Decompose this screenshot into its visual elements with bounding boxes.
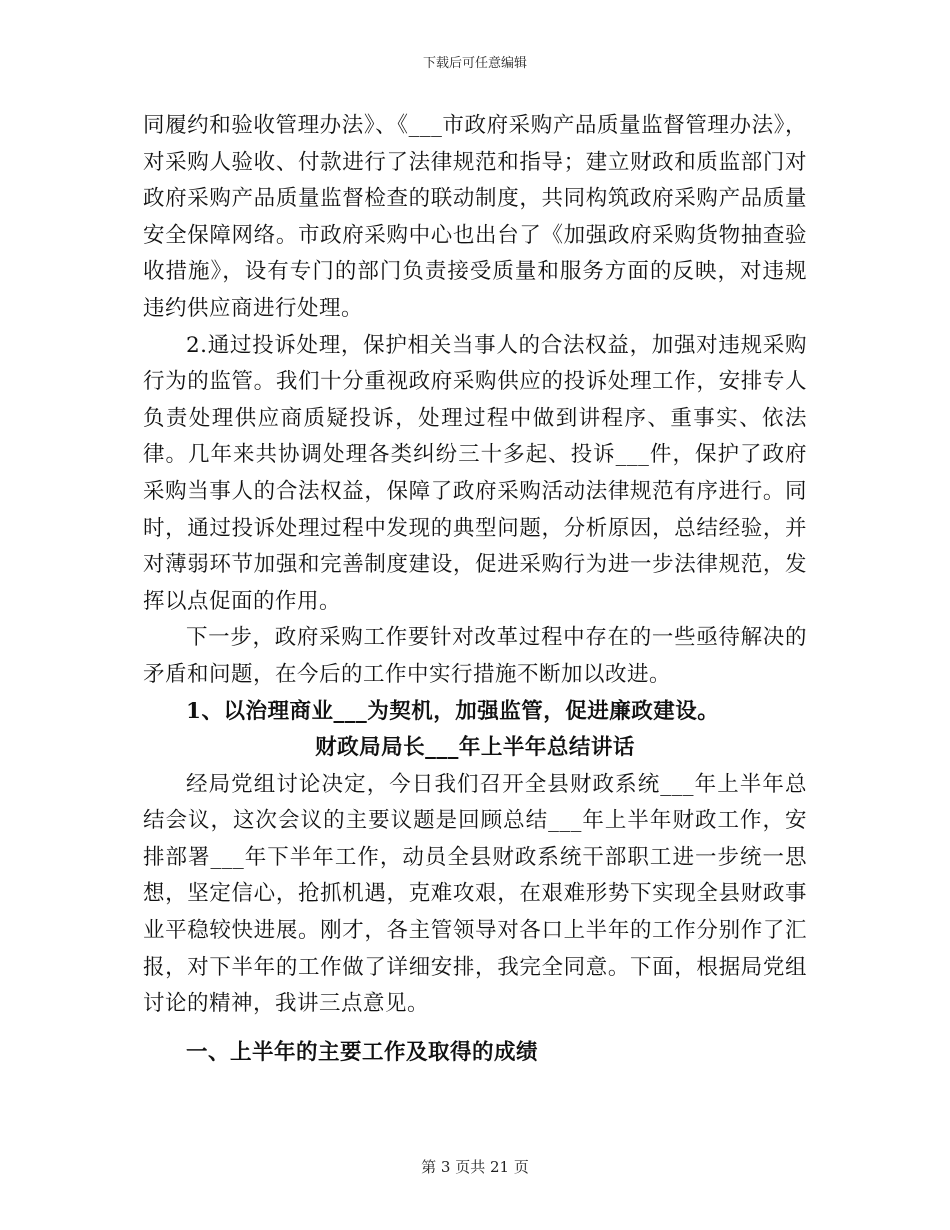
document-title: 财政局局长___年上半年总结讲话 <box>315 735 635 761</box>
page-footer: 第 3 页共 21 页 <box>421 1158 529 1176</box>
page-header: 下载后可任意编辑 <box>422 56 527 71</box>
section-heading: 一、上半年的主要工作及取得的成绩 <box>186 1039 539 1065</box>
paragraph-complaint-handling: 2.通过投诉处理，保护相关当事人的合法权益，加强对违规采购行为的监管。我们十分重视政府采购供应的投诉处理工作，安排专人负责处理供应商质疑投诉，处理过程中做到讲程序、重事实、依法律。几年来共协调处理各类纠纷三十多起、投诉___件，保护了政府采购当事人的合法权益，保障了政府采购活动法律规范有序进行。同时，通过投诉处理过程中发现的典型问题，分析原因，总结经验，并对薄弱环节加强和完善制度建设，促进采购行为进一步法律规范，发挥以点促面的作用。 <box>143 332 807 614</box>
bold-point-heading: 1、以治理商业___为契机，加强监管，促进廉政建设。 <box>186 698 720 724</box>
paragraph-continuation: 同履约和验收管理办法》、《___市政府采购产品质量监督管理办法》，对采购人验收、付款进行了法律规范和指导；建立财政和质监部门对政府采购产品质量监督检查的联动制度，共同构筑政府采购产品质量安全保障网络。市政府采购中心也出台了《加强政府采购货物抽查验收措施》，设有专门的部门负责接受质量和服务方面的反映，对违规违约供应商进行处理。 <box>143 113 807 321</box>
paragraph-intro: 经局党组讨论决定，今日我们召开全县财政系统___年上半年总结会议，这次会议的主要议题是回顾总结___年上半年财政工作，安排部署___年下半年工作，动员全县财政系统干部职工进一步统一思想，坚定信心，抢抓机遇，克难攻艰，在艰难形势下实现全县财政事业平稳较快进展。刚才，各主管领导对各口上半年的工作分别作了汇报，对下半年的工作做了详细安排，我完全同意。下面，根据局党组讨论的精神，我讲三点意见。 <box>143 771 807 1017</box>
paragraph-next-step: 下一步，政府采购工作要针对改革过程中存在的一些亟待解决的矛盾和问题，在今后的工作中实行措施不断加以改进。 <box>143 625 807 687</box>
document-body <box>143 108 807 1071</box>
